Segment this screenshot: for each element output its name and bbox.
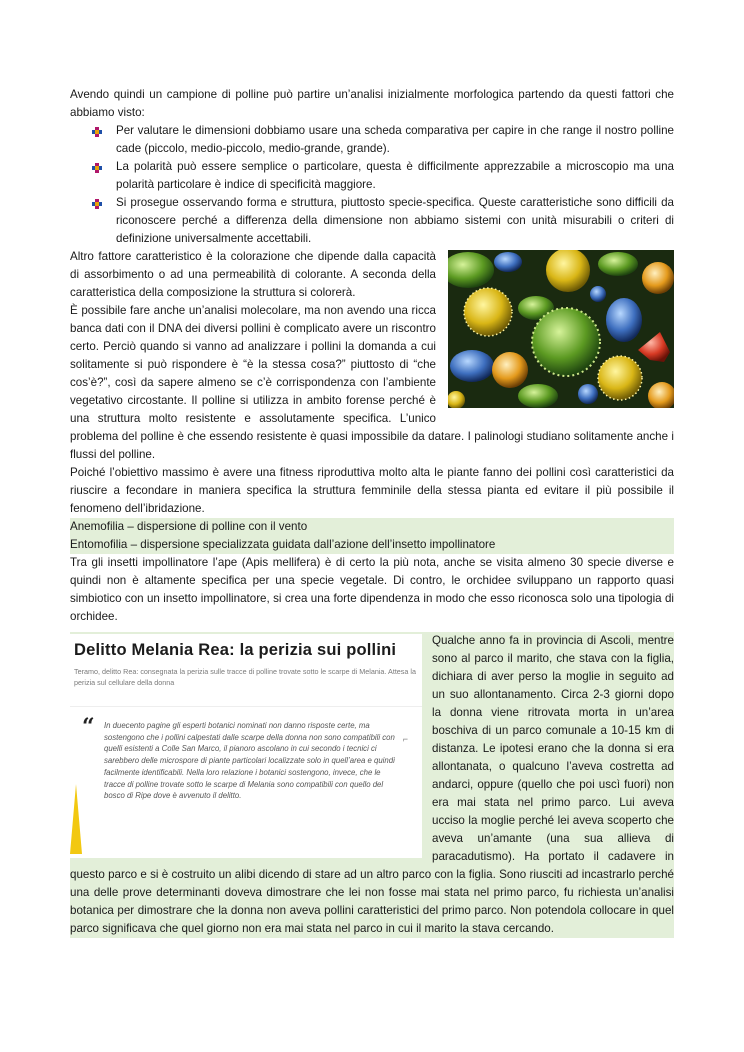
- bullet-icon: [92, 127, 102, 137]
- yellow-accent-shape: [70, 784, 82, 854]
- pollen-micrograph-image: [448, 250, 674, 408]
- article-divider: [70, 706, 422, 707]
- case-study-box: [70, 632, 674, 938]
- bullet-item: [70, 158, 674, 194]
- fitness-paragraph: Poiché l’obiettivo massimo è avere una fitness riproduttiva molto alta le piante fanno dei pollini così caratteristici da riuscire a fecondare in maniera specifica la struttura femminile della stessa pianta ed evitare il più possibile il fenomeno dell’ibridazione.: [70, 466, 674, 515]
- morphology-bullet-list: [70, 122, 674, 248]
- bullet-text: Si prosegue osservando forma e struttura, piuttosto specie-specifica. Queste caratteristiche sono difficili da riconoscere perché a differenza della dimensione non abbiamo sistemi con unità misurabili o criteri di definizione universalmente accettabili.: [116, 196, 674, 245]
- bullet-text: Per valutare le dimensioni dobbiamo usare una scheda comparativa per capire in che range il nostro polline cade (piccolo, medio-piccolo, medio-grande, grande).: [116, 124, 674, 155]
- case-paragraph: Qualche anno fa in provincia di Ascoli, mentre sono al parco il marito, che stava con la figlia, dichiara di aver perso la moglie in seguito ad un suo allontanamento. Circa 2-3 giorni dopo la donna viene ritrovata morta in un’area boschiva di un parco comunale a 10-15 km di distanza. Le ipotesi erano che la donna si era allontanata, o qualcuno l’aveva costretta ad andarci, oppure (quello che poi uscì fuori) non era mai stata nel primo parco. Lui aveva ucciso la moglie perché lei aveva scoperto che aveva un’amante (una sua allieva di paracadutismo). Ha portato il cadavere in questo parco e si è costruito un alibi dicendo di stare ad un altro parco con la figlia. Sono riusciti ad incastrarlo perché una delle prove determinanti doveva dimostrare che lei non fosse mai stata nel primo parco, fu richiesta un’analisi botanica per dimostrare che la donna non aveva pollini caratteristici del primo parco. Non potendola collocare in quel parco significava che quel giorno non era mai stata nel parco in cui il marito la stava cercando.: [70, 634, 674, 935]
- article-subtitle: Teramo, delitto Rea: consegnata la perizia sulle tracce di polline trovate sotto le scarpe di Melania. Attesa la perizia sul cellulare della donna: [74, 667, 416, 687]
- article-quote: In duecento pagine gli esperti botanici nominati non danno risposte certe, ma sostengono che i pollini calpestati dalle scarpe della donna non sono compatibili con quelli esistenti a Colle San Marco, il pianoro ascolano in cui secondo i tecnici ci sarebbero delle microspore di piante particolari localizzate solo in quell’area e quindi facilmente identificabili. Nella loro relazione i botanici sostengono, invece, che le tracce di polline trovate sotto le scarpe di Melania sono compatibili con quello del bosco di Ripe dove è avvenuto il delitto.: [104, 721, 395, 801]
- bullet-text: La polarità può essere semplice o particolare, questa è difficilmente apprezzabile a microscopio ma una polarità particolare è indice di specificità maggiore.: [116, 160, 674, 191]
- bullet-item: [70, 122, 674, 158]
- article-title: Delitto Melania Rea: la perizia sui pollini: [74, 641, 397, 659]
- definitions-box: [70, 518, 674, 554]
- insects-paragraph: Tra gli insetti impollinatore l’ape (Apis mellifera) è di certo la più nota, anche se visita almeno 30 specie diverse e quindi non è altamente specifica per una specie vegetale. Di contro, le orchidee sviluppano un rapporto quasi simbiotico con un insetto impollinatore, si crea una forte dipendenza in modo che esso riconosca solo una tipologia di orchidee.: [70, 556, 674, 623]
- document-page: [70, 86, 674, 938]
- bullet-icon: [92, 163, 102, 173]
- molecular-paragraph: È possibile fare anche un’analisi molecolare, ma non avendo una ricca banca dati con il DNA dei diversi pollini è complicato avere un riscontro certo. Perciò quando si vanno ad analizzare i pollini la domanda a cui solitamente si può rispondere è “è la stessa cosa?” piuttosto di “che cos’è?”, così da sapere almeno se c’è corrispondenza con l’ambiente vegetativo circostante. Il polline si utilizza in ambito forense perché è una struttura molto resistente e assolutamente specifica. L’unico problema del polline è che essendo resistente è quasi impossibile da datare. I palinologi studiano solitamente anche i flussi del polline.: [70, 304, 674, 461]
- intro-paragraph: Avendo quindi un campione di polline può partire un’analisi inizialmente morfologica partendo da questi fattori che abbiamo visto:: [70, 88, 674, 119]
- close-quote-icon: ⌐: [402, 734, 408, 744]
- news-article-image: [70, 634, 422, 858]
- bullet-item: [70, 194, 674, 248]
- bullet-icon: [92, 199, 102, 209]
- quote-icon: “: [82, 714, 95, 740]
- definition-entomophily: Entomofilia – dispersione specializzata guidata dall’azione dell’insetto impollinatore: [70, 538, 496, 551]
- definition-anemophily: Anemofilia – dispersione di polline con il vento: [70, 520, 308, 533]
- coloration-paragraph: Altro fattore caratteristico è la colorazione che dipende dalla capacità di assorbimento o ad una permeabilità di colorante. A seconda della caratteristica della composizione la struttura si colorerà.: [70, 250, 436, 299]
